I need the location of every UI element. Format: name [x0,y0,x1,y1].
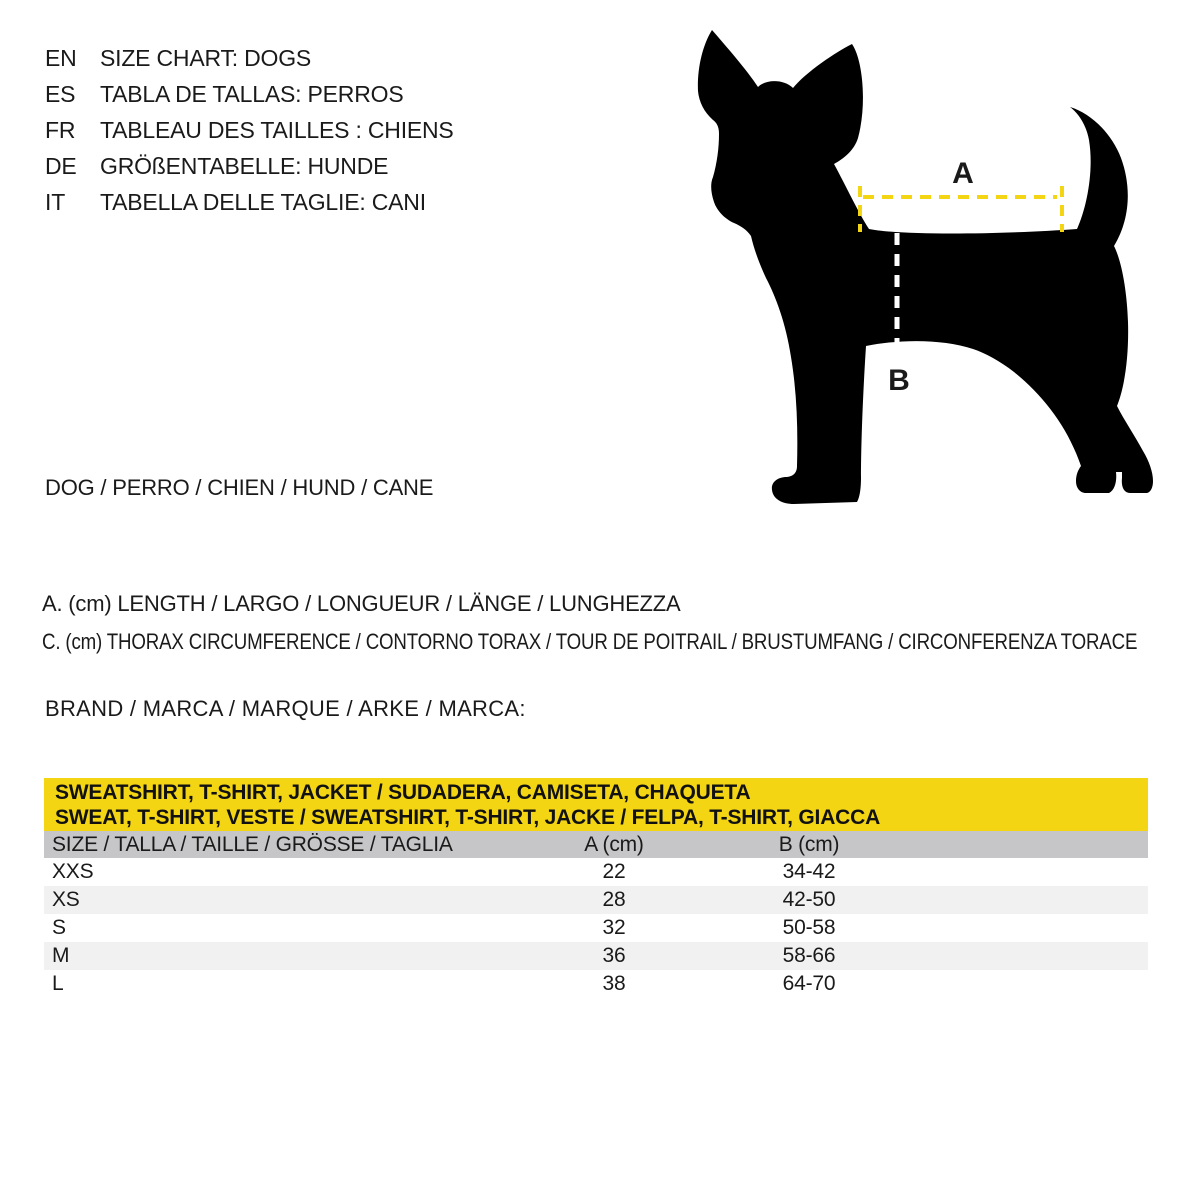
a-value: 32 [602,916,626,939]
title-row-es [45,76,454,112]
measurement-legend [42,585,1200,661]
category-banner-line-1: SWEATSHIRT, T-SHIRT, JACKET / SUDADERA, CAMISETA, CHAQUETA [55,781,751,804]
language-code: EN [45,44,77,71]
dog-silhouette-icon [698,30,1153,504]
page-title: TABELLA DELLE TAGLIE: CANI [100,188,426,215]
measure-a-label: A [952,157,974,190]
size-value: XXS [52,860,94,883]
table-row [44,970,1148,998]
page-title: TABLEAU DES TAILLES : CHIENS [100,116,454,143]
measure-b-label: B [888,364,910,397]
measure-a-description: A. (cm) LENGTH / LARGO / LONGUEUR / LÄNGE / LUNGHEZZA [42,591,681,616]
title-row-it [45,184,454,220]
column-header-a: A (cm) [584,832,644,856]
brand-label: BRAND / MARCA / MARQUE / ARKE / MARCA: [45,696,526,721]
size-table-header-row [44,831,1148,858]
category-banner-line-2: SWEAT, T-SHIRT, VESTE / SWEATSHIRT, T-SHIRT, JACKE / FELPA, T-SHIRT, GIACCA [55,806,881,829]
a-value: 28 [602,888,626,911]
b-value: 50-58 [782,916,836,939]
a-value: 36 [602,944,626,967]
table-row [44,858,1148,886]
b-value: 34-42 [782,860,836,883]
title-row-de [45,148,454,184]
size-value: M [52,944,70,967]
page-title: TABLA DE TALLAS: PERROS [100,80,404,107]
table-row [44,942,1148,970]
measure-c-description: C. (cm) THORAX CIRCUMFERENCE / CONTORNO TORAX / TOUR DE POITRAIL / BRUSTUMFANG / CIRCONFERENZA TORACE [42,629,1138,654]
title-row-en [45,40,454,76]
size-value: L [52,972,64,995]
language-code: ES [45,80,76,107]
language-code: DE [45,152,77,179]
animal-label: DOG / PERRO / CHIEN / HUND / CANE [45,475,434,500]
table-row [44,886,1148,914]
language-code: FR [45,116,76,143]
column-header-size: SIZE / TALLA / TAILLE / GRÖSSE / TAGLIA [52,832,453,856]
size-value: XS [52,888,80,911]
b-value: 58-66 [782,944,836,967]
page-title: SIZE CHART: DOGS [100,44,312,71]
page-title: GRÖßENTABELLE: HUNDE [100,152,389,179]
language-code: IT [45,188,66,215]
a-value: 22 [602,860,626,883]
size-value: S [52,916,66,939]
b-value: 64-70 [782,972,836,995]
title-language-list [45,40,454,220]
size-table [44,831,1148,998]
category-banner [44,778,1148,831]
column-header-b: B (cm) [778,832,840,856]
a-value: 38 [602,972,626,995]
table-row [44,914,1148,942]
b-value: 42-50 [782,888,836,911]
title-row-fr [45,112,454,148]
dog-measurement-diagram [685,20,1165,512]
